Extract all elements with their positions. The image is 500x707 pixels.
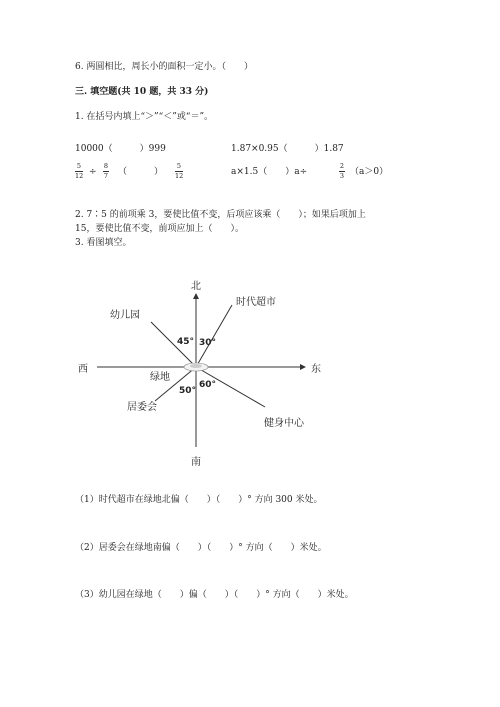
answer-line-1: （1）时代超市在绿地北偏（ ）（ ）° 方向 300 米处。 [75, 495, 323, 505]
comparison-1a: 10000（ ）999 [75, 144, 166, 154]
fraction-denominator: 12 [75, 171, 84, 180]
angle-ne: 30° [199, 338, 217, 348]
answer-blank: （ ） [118, 167, 164, 177]
north-label: 北 [191, 281, 201, 292]
fraction-numerator: 5 [176, 162, 182, 170]
question-3-text: 3. 看图填空。 [75, 238, 132, 248]
west-label: 西 [78, 364, 88, 375]
kindergarten-label: 幼儿园 [110, 310, 140, 321]
question-2-line1: 2. 7∶5 的前项乘 3，要使比值不变，后项应该乘（ ）；如果后项加上 [75, 210, 366, 220]
fraction-denominator: 12 [175, 171, 184, 180]
comparison-1b: 1.87×0.95（ ）1.87 [231, 144, 344, 154]
question-2-line2: 15，要使比值不变，前项应加上（ ）。 [75, 224, 244, 234]
south-label: 南 [191, 457, 201, 468]
question-6: 6. 两圆相比，周长小的面积一定小。（ ） [75, 62, 253, 72]
angle-se: 60° [199, 380, 217, 390]
fraction-numerator: 5 [76, 162, 82, 170]
green-space-icon [184, 363, 208, 371]
question-1-text: 1. 在括号内填上“＞”“＜”或“＝”。 [75, 112, 214, 122]
fraction-denominator: 7 [103, 171, 109, 180]
division-sign: ÷ [89, 167, 97, 177]
fraction-numerator: 2 [339, 162, 345, 170]
answer-line-3: （3）幼儿园在绿地（ ）偏（ ）（ ）° 方向（ ）米处。 [75, 590, 354, 600]
fraction-numerator: 8 [103, 162, 109, 170]
committee-label: 居委会 [127, 402, 157, 413]
angle-nw: 45° [177, 337, 195, 347]
angle-sw: 50° [179, 386, 197, 396]
section-heading: 三. 填空题(共 10 题，共 33 分) [75, 87, 209, 97]
east-label: 东 [311, 364, 321, 375]
supermarket-label: 时代超市 [236, 297, 276, 308]
answer-line-2: （2）居委会在绿地南偏（ ）（ ）° 方向（ ）米处。 [75, 543, 327, 553]
comparison-2b-left: a×1.5（ ）a÷ [231, 167, 308, 177]
comparison-2b-right: （a＞0） [350, 167, 389, 177]
center-label: 绿地 [150, 372, 170, 383]
fraction-denominator: 3 [339, 171, 345, 180]
fitness-label: 健身中心 [264, 418, 304, 429]
supermarket-ray [196, 305, 232, 367]
